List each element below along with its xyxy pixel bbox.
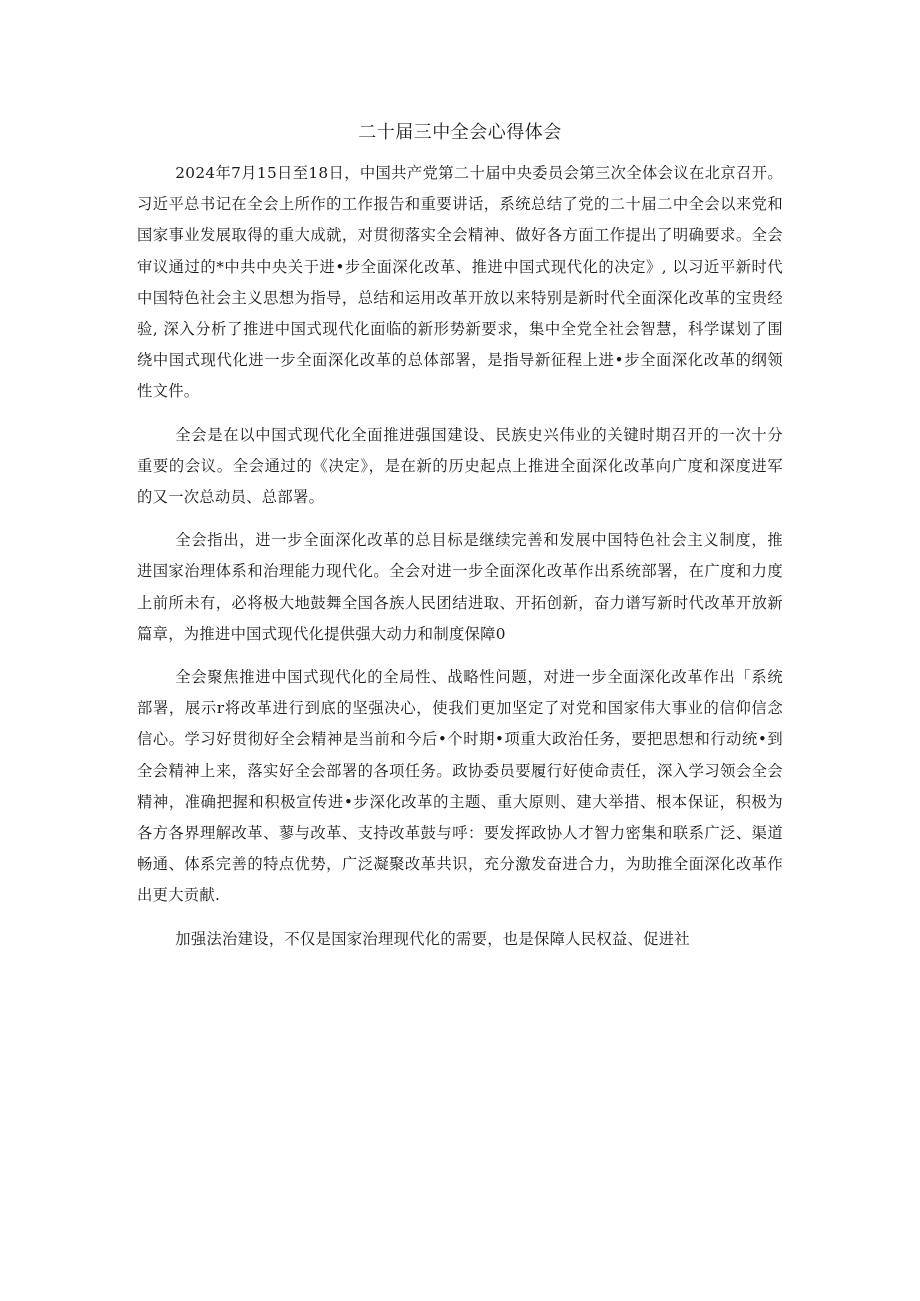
paragraph-1: 2024年7月15日至18日，中国共产党第二十届中央委员会第三次全体会议在北京召开。习近平总书记在全会上所作的工作报告和重要讲话，系统总结了党的二十届二中全会以来党和国家事业发展取得的重大成就，对贯彻落实全会精神、做好各方面工作提出了明确要求。全会审议通过的*中共中央关于进•步全面深化改革、推进中国式现代化的决定》, 以习近平新时代中国特色社会主义思想为指导，总结和运用改革开放以来特别是新时代全面深化改革的宝贵经验, 深入分析了推进中国式现代化面临的新形势新要求，集中全党全社会智慧，科学谋划了围绕中国式现代化进一步全面深化改革的总体部署，是指导新征程上进•步全面深化改革的纲领性文件。 — [137, 164, 783, 401]
document-page — [137, 118, 783, 967]
paragraph-3: 全会指出，进一步全面深化改革的总目标是继续完善和发展中国特色社会主义制度，推进国家治理体系和治理能力现代化。全会对进一步全面深化改革作出系统部署，在广度和力度上前所未有，必将极大地鼓舞全国各族人民团结进取、开拓创新，奋力谱写新时代改革开放新篇章，为推进中国式现代化提供强大动力和制度保障0 — [137, 531, 783, 643]
paragraph-4: 全会聚焦推进中国式现代化的全局性、战略性问题，对进一步全面深化改革作出「系统部署，展示r将改革进行到底的坚强决心，使我们更加坚定了对党和国家伟大事业的信仰信念信心。学习好贯彻好全会精神是当前和今后•个时期•项重大政治任务，要把思想和行动统•到全会精神上来，落实好全会部署的各项任务。政协委员要履行好使命责任，深入学习领会全会精神，准确把握和积极宣传进•步深化改革的主题、重大原则、建大举措、根本保证，积极为各方各界理解改革、蓼与改革、支持改革鼓与呼：要发挥政协人才智力密集和联系广泛、渠道畅通、体系完善的特点优势，广泛凝聚改革共识，充分激发奋进合力，为助推全面深化改革作出更大贡献. — [137, 668, 783, 905]
paragraph-5: 加强法治建设，不仅是国家治理现代化的需要，也是保障人民权益、促进社 — [175, 929, 690, 948]
document-title: 二十届三中全会心得体会 — [358, 122, 562, 143]
paragraph-2: 全会是在以中国式现代化全面推进强国建设、民族史兴伟业的关键时期召开的一次十分重要的会议。全会通过的《决定》，是在新的历史起点上推进全面深化改革向广度和深度进军的又一次总动员、总部署。 — [137, 425, 783, 507]
